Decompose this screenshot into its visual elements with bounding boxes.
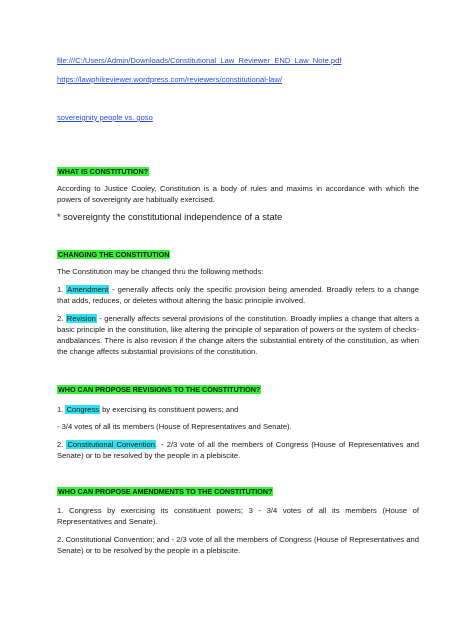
amendment-convention: 2. Constitutional Convention; and - 2/3 vote of all the members of Congress (House of Representatives and Senate) or to be resolved by the people in a plebiscite. [57, 535, 419, 555]
revision-congress-votes: - 3/4 votes of all its members (House of Representatives and Senate). [57, 422, 292, 431]
file-link-line [57, 55, 419, 66]
section-amendments-heading [57, 486, 419, 497]
revision-congress [57, 404, 419, 415]
web-link-line [57, 74, 419, 85]
item-text: - generally affects only the specific provision being amended. Broadly refers to a change that adds, reduces, or deletes without altering the basic principle involved. [57, 285, 419, 305]
term-amendment: Amendment [67, 285, 109, 294]
item-text: . - 2/3 vote of all the members of Congress (House of Representatives and Senate) or to be resolved by the people in a plebiscite. [57, 440, 419, 460]
section-changing-heading [57, 249, 419, 260]
case-link[interactable]: sovereignity people vs. goso [57, 113, 153, 122]
item-number: 1. [57, 405, 66, 414]
term-revision: Revision [66, 314, 96, 323]
sovereignty-note: * sovereignty the constitutional independence of a state [57, 212, 283, 222]
item-number: 2. [57, 314, 66, 323]
term-constitutional-convention: Constitutional Convention [67, 440, 155, 449]
constitution-definition: According to Justice Cooley, Constitution is a body of rules and maxims in accordance with which the powers of sovereignty are habitually exercised. [57, 184, 419, 204]
section-heading: WHAT IS CONSTITUTION? [58, 167, 149, 176]
web-url-link[interactable]: https://lawphilreviewer.wordpress.com/reviewers/constitutional-law/ [57, 75, 282, 84]
section-revisions-heading [57, 384, 419, 395]
changing-intro: The Constitution may be changed thru the following methods: [57, 267, 264, 276]
item-number: 1. [57, 285, 67, 294]
item-text: by exercising its constituent powers; and [99, 405, 239, 414]
section-heading: CHANGING THE CONSTITUTION [58, 250, 170, 259]
section-what-is-constitution-heading [57, 166, 419, 177]
section-heading: WHO CAN PROPOSE REVISIONS TO THE CONSTITUTION? [58, 385, 261, 394]
amendment-congress: 1. Congress by exercising its constituent powers; 3 - 3/4 votes of all its members (House of Representatives and Senate). [57, 506, 419, 526]
file-path-link[interactable]: file:///C:/Users/Admin/Downloads/Constitutional_Law_Reviewer_END_Law_Note.pdf [57, 56, 342, 65]
item-number: 2. [57, 440, 67, 449]
term-congress: Congress [66, 405, 99, 414]
method-revision [57, 313, 419, 357]
item-text: - generally affects several provisions of the constitution. Broadly implies a change that alters a basic principle in the constitution, like altering the principle of separation of powers or the system of checks-andbalances. There is also revision if the change alters the substantial entirety of the constitution, as when the change affects substantial provisions of the constitution. [57, 314, 419, 356]
revision-convention [57, 439, 419, 461]
case-link-line [57, 112, 419, 123]
section-heading: WHO CAN PROPOSE AMENDMENTS TO THE CONSTITUTION? [58, 487, 273, 496]
method-amendment [57, 284, 419, 306]
